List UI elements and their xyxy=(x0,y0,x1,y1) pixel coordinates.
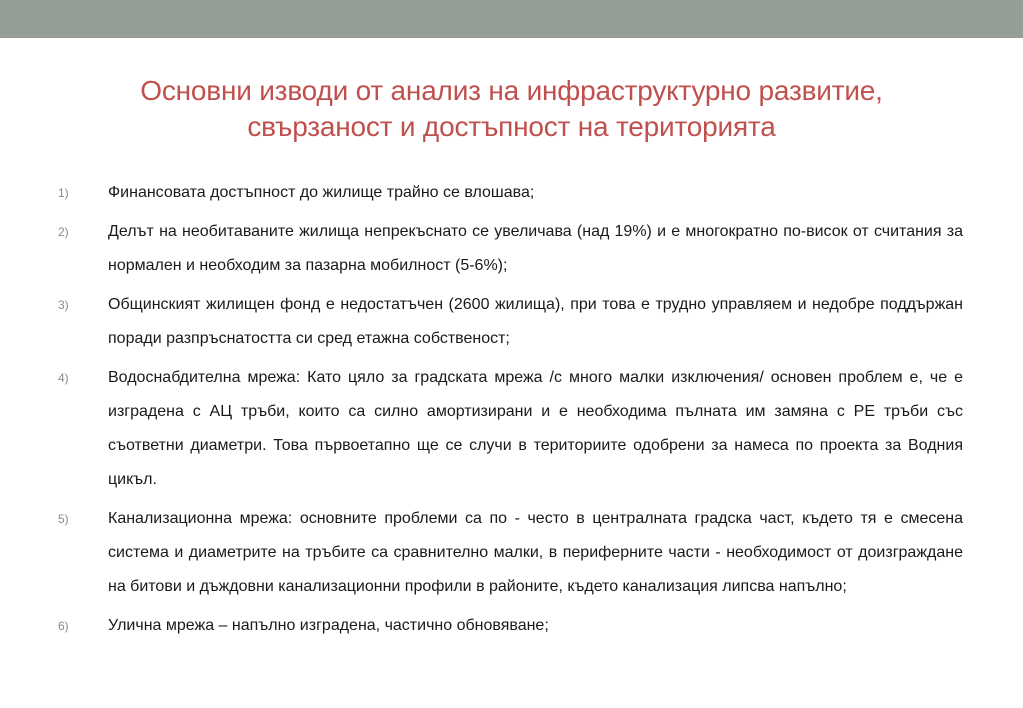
list-item xyxy=(58,215,963,283)
top-band xyxy=(0,0,1023,38)
list-item-number: 2) xyxy=(58,225,69,239)
list-item xyxy=(58,176,963,210)
list-item xyxy=(58,502,963,604)
list-item-text: Финансовата достъпност до жилище трайно се влошава; xyxy=(108,184,535,201)
list-item-number: 5) xyxy=(58,512,69,526)
slide-title xyxy=(0,73,1023,145)
list-item-number: 4) xyxy=(58,371,69,385)
list-item-text: Общинският жилищен фонд е недостатъчен (2600 жилища), при това е трудно управляем и недобре поддържан поради разпръснатостта си сред етажна собственост; xyxy=(108,296,963,347)
list-item-text: Водоснабдителна мрежа: Като цяло за градската мрежа /с много малки изключения/ основен проблем е, че е изградена с АЦ тръби, които са силно амортизирани и е необходима пълната им замяна с PE тръби със съответни диаметри. Това първоетапно ще се случи в териториите одобрени за намеса по проекта за Водния цикъл. xyxy=(108,369,963,488)
findings-list xyxy=(58,176,963,648)
list-item xyxy=(58,361,963,497)
list-item xyxy=(58,288,963,356)
list-item-text: Делът на необитаваните жилища непрекъснато се увеличава (над 19%) и е многократно по-висок от считания за нормален и необходим за пазарна мобилност (5-6%); xyxy=(108,223,963,274)
list-item-number: 1) xyxy=(58,186,69,200)
list-item-text: Улична мрежа – напълно изградена, частично обновяване; xyxy=(108,617,549,634)
list-item-text: Канализационна мрежа: основните проблеми са по - често в централната градска част, където тя е смесена система и диаметрите на тръбите са сравнително малки, в периферните части - необходимост от доизграждане на битови и дъждовни канализационни профили в районите, където канализация липсва напълно; xyxy=(108,510,963,595)
slide-title-line-2: свързаност и достъпност на територията xyxy=(247,111,776,142)
slide-title-line-1: Основни изводи от анализ на инфраструктурно развитие, xyxy=(140,75,883,106)
list-item-number: 6) xyxy=(58,619,69,633)
list-item xyxy=(58,609,963,643)
list-item-number: 3) xyxy=(58,298,69,312)
